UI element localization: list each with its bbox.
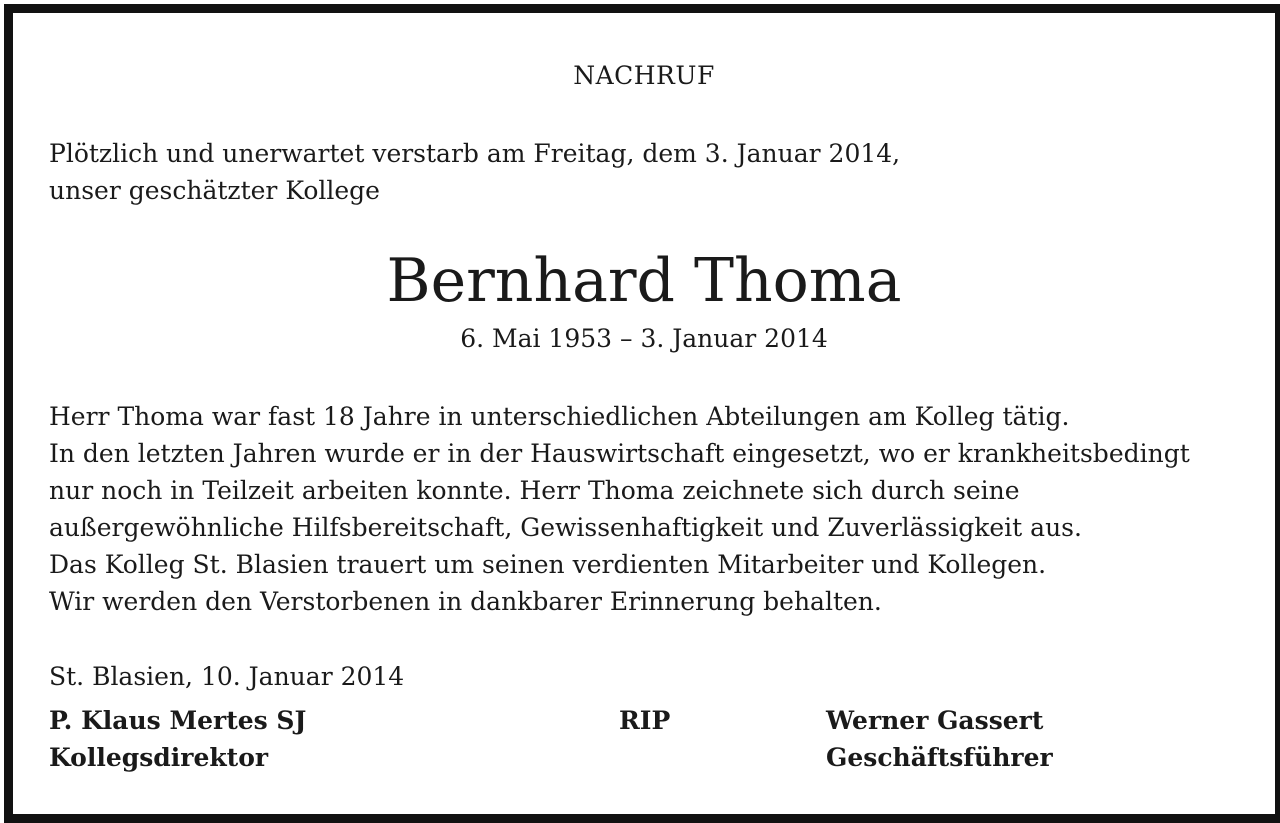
obituary-frame (4, 4, 1280, 823)
signatures (49, 702, 1229, 782)
signature-left (49, 702, 306, 776)
body-text (49, 398, 1190, 620)
signer-title: Kollegsdirektor (49, 743, 269, 772)
signer-title: Geschäftsführer (826, 743, 1053, 772)
rip-text: RIP (619, 706, 671, 735)
rip-mark (619, 702, 670, 739)
body-line: Wir werden den Verstorbenen in dankbarer Erinnerung behalten. (49, 587, 882, 616)
deceased-name: Bernhard Thoma (386, 246, 902, 316)
intro-line: unser geschätzter Kollege (49, 176, 380, 205)
signer-name: P. Klaus Mertes SJ (49, 706, 307, 735)
body-line: Das Kolleg St. Blasien trauert um seinen verdienten Mitarbeiter und Kollegen. (49, 550, 1047, 579)
life-dates: 6. Mai 1953 – 3. Januar 2014 (460, 324, 828, 353)
body-line: Herr Thoma war fast 18 Jahre in unterschiedlichen Abteilungen am Kolleg tätig. (49, 402, 1070, 431)
signature-right (826, 702, 1053, 776)
body-line: außergewöhnliche Hilfsbereitschaft, Gewissenhaftigkeit und Zuverlässigkeit aus. (49, 513, 1082, 542)
heading: NACHRUF (573, 61, 715, 90)
body-line: In den letzten Jahren wurde er in der Hauswirtschaft eingesetzt, wo er krankheitsbedingt (49, 439, 1190, 468)
intro-line: Plötzlich und unerwartet verstarb am Freitag, dem 3. Januar 2014, (49, 139, 901, 168)
signer-name: Werner Gassert (826, 706, 1044, 735)
body-line: nur noch in Teilzeit arbeiten konnte. Herr Thoma zeichnete sich durch seine (49, 476, 1020, 505)
intro-text (49, 135, 900, 209)
place-date: St. Blasien, 10. Januar 2014 (49, 662, 405, 691)
